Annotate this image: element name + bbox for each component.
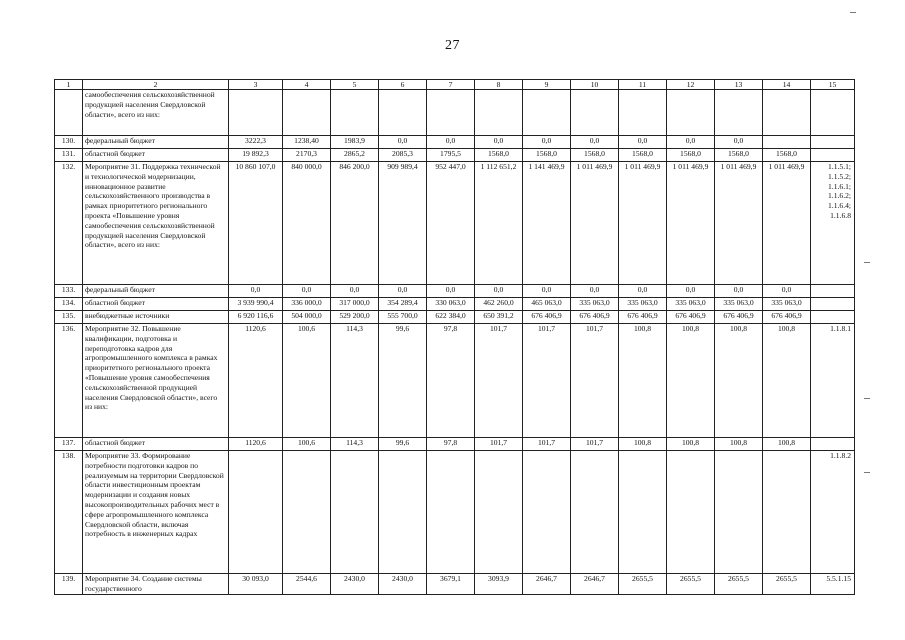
value-cell: 1 011 469,9: [715, 162, 763, 285]
value-cell: 99,6: [379, 438, 427, 451]
value-cell: 100,8: [667, 324, 715, 438]
target-code: [811, 438, 855, 451]
value-cell: [379, 90, 427, 136]
column-number-9: 9: [523, 80, 571, 90]
column-number-14: 14: [763, 80, 811, 90]
value-cell: [667, 451, 715, 574]
row-name: областной бюджет: [83, 298, 229, 311]
target-code: 1.1.5.1; 1.1.5.2; 1.1.6.1; 1.1.6.2; 1.1.6.4; 1.1.6.8: [811, 162, 855, 285]
table-row: [55, 311, 855, 324]
value-cell: 676 406,9: [571, 311, 619, 324]
value-cell: 336 000,0: [283, 298, 331, 311]
value-cell: 1983,9: [331, 136, 379, 149]
value-cell: 330 063,0: [427, 298, 475, 311]
row-name: федеральный бюджет: [83, 136, 229, 149]
value-cell: [283, 90, 331, 136]
row-name: областной бюджет: [83, 438, 229, 451]
value-cell: [763, 451, 811, 574]
value-cell: 0,0: [715, 285, 763, 298]
value-cell: 335 063,0: [619, 298, 667, 311]
value-cell: 0,0: [229, 285, 283, 298]
value-cell: 0,0: [619, 285, 667, 298]
value-cell: 0,0: [283, 285, 331, 298]
row-number: 139.: [55, 574, 83, 595]
row-number: 130.: [55, 136, 83, 149]
page-number: 27: [445, 38, 460, 53]
value-cell: 2430,0: [379, 574, 427, 595]
margin-mark: [864, 472, 870, 473]
value-cell: 0,0: [427, 136, 475, 149]
column-number-5: 5: [331, 80, 379, 90]
value-cell: 465 063,0: [523, 298, 571, 311]
value-cell: 101,7: [571, 438, 619, 451]
value-cell: 354 289,4: [379, 298, 427, 311]
value-cell: 100,6: [283, 438, 331, 451]
target-code: [811, 136, 855, 149]
row-number: 134.: [55, 298, 83, 311]
value-cell: [763, 136, 811, 149]
value-cell: 114,3: [331, 438, 379, 451]
value-cell: 2865,2: [331, 149, 379, 162]
value-cell: 99,6: [379, 324, 427, 438]
target-code: 1.1.8.2: [811, 451, 855, 574]
target-code: 1.1.8.1: [811, 324, 855, 438]
value-cell: 0,0: [475, 285, 523, 298]
value-cell: 3093,9: [475, 574, 523, 595]
value-cell: [619, 451, 667, 574]
value-cell: 1568,0: [715, 149, 763, 162]
row-number: 136.: [55, 324, 83, 438]
target-code: [811, 285, 855, 298]
value-cell: [523, 451, 571, 574]
value-cell: 2655,5: [715, 574, 763, 595]
column-number-1: 1: [55, 80, 83, 90]
value-cell: 1 141 469,9: [523, 162, 571, 285]
value-cell: 100,8: [667, 438, 715, 451]
column-number-header-row: [55, 80, 855, 90]
value-cell: [427, 451, 475, 574]
row-number: 138.: [55, 451, 83, 574]
value-cell: 0,0: [331, 285, 379, 298]
value-cell: 101,7: [523, 324, 571, 438]
row-name: Мероприятие 34. Создание системы государственного: [83, 574, 229, 595]
value-cell: 335 063,0: [571, 298, 619, 311]
value-cell: 101,7: [475, 324, 523, 438]
value-cell: [427, 90, 475, 136]
value-cell: 0,0: [715, 136, 763, 149]
value-cell: 100,8: [763, 324, 811, 438]
value-cell: [763, 90, 811, 136]
column-number-13: 13: [715, 80, 763, 90]
target-code: [811, 90, 855, 136]
value-cell: 335 063,0: [715, 298, 763, 311]
column-number-11: 11: [619, 80, 667, 90]
value-cell: [283, 451, 331, 574]
table-row: [55, 451, 855, 574]
value-cell: 650 391,2: [475, 311, 523, 324]
value-cell: 2170,3: [283, 149, 331, 162]
value-cell: 1 011 469,9: [667, 162, 715, 285]
value-cell: 2655,5: [619, 574, 667, 595]
value-cell: 1120,6: [229, 324, 283, 438]
table-row: [55, 136, 855, 149]
value-cell: 555 700,0: [379, 311, 427, 324]
value-cell: 0,0: [667, 285, 715, 298]
value-cell: 97,8: [427, 438, 475, 451]
value-cell: [475, 90, 523, 136]
value-cell: [523, 90, 571, 136]
value-cell: 622 384,0: [427, 311, 475, 324]
column-number-2: 2: [83, 80, 229, 90]
value-cell: 676 406,9: [763, 311, 811, 324]
table-row: [55, 149, 855, 162]
value-cell: 100,8: [619, 438, 667, 451]
value-cell: [619, 90, 667, 136]
value-cell: [571, 451, 619, 574]
target-code: 5.5.1.15: [811, 574, 855, 595]
value-cell: 846 200,0: [331, 162, 379, 285]
value-cell: 1568,0: [523, 149, 571, 162]
value-cell: 3679,1: [427, 574, 475, 595]
value-cell: 2655,5: [667, 574, 715, 595]
value-cell: [667, 90, 715, 136]
table-row: [55, 162, 855, 285]
value-cell: 676 406,9: [715, 311, 763, 324]
value-cell: 3222,3: [229, 136, 283, 149]
row-name: областной бюджет: [83, 149, 229, 162]
value-cell: 0,0: [379, 285, 427, 298]
value-cell: 676 406,9: [523, 311, 571, 324]
row-number: 135.: [55, 311, 83, 324]
value-cell: 1 011 469,9: [571, 162, 619, 285]
value-cell: 100,6: [283, 324, 331, 438]
value-cell: 1 011 469,9: [763, 162, 811, 285]
value-cell: 3 939 990,4: [229, 298, 283, 311]
value-cell: [229, 90, 283, 136]
value-cell: 100,8: [715, 438, 763, 451]
value-cell: 335 063,0: [667, 298, 715, 311]
value-cell: 30 093,0: [229, 574, 283, 595]
value-cell: 1568,0: [619, 149, 667, 162]
value-cell: [331, 90, 379, 136]
table-row: [55, 298, 855, 311]
value-cell: 0,0: [667, 136, 715, 149]
row-number: 132.: [55, 162, 83, 285]
column-number-12: 12: [667, 80, 715, 90]
column-number-15: 15: [811, 80, 855, 90]
value-cell: 0,0: [475, 136, 523, 149]
margin-mark: [864, 398, 870, 399]
value-cell: 317 000,0: [331, 298, 379, 311]
value-cell: 2646,7: [571, 574, 619, 595]
target-code: [811, 149, 855, 162]
value-cell: 6 920 116,6: [229, 311, 283, 324]
row-name: внебюджетные источники: [83, 311, 229, 324]
value-cell: 676 406,9: [667, 311, 715, 324]
value-cell: 100,8: [763, 438, 811, 451]
value-cell: 909 989,4: [379, 162, 427, 285]
value-cell: 1795,5: [427, 149, 475, 162]
value-cell: 97,8: [427, 324, 475, 438]
value-cell: [571, 90, 619, 136]
row-number: 131.: [55, 149, 83, 162]
value-cell: 0,0: [427, 285, 475, 298]
value-cell: 19 892,3: [229, 149, 283, 162]
value-cell: 0,0: [523, 136, 571, 149]
table-row: [55, 438, 855, 451]
budget-table: [54, 79, 855, 595]
value-cell: 1568,0: [475, 149, 523, 162]
row-name: Мероприятие 32. Повышение квалификации, подготовка и переподготовка кадров для агропромышленного комплекса в рамках приоритетного регионального проекта «Повышение уровня самообеспечения сельскохозяйственной продукцией населения Свердловской области», всего из них:: [83, 324, 229, 438]
value-cell: [715, 90, 763, 136]
value-cell: 1568,0: [763, 149, 811, 162]
value-cell: 1568,0: [667, 149, 715, 162]
table-row: [55, 324, 855, 438]
margin-mark: [864, 262, 870, 263]
value-cell: 2544,6: [283, 574, 331, 595]
value-cell: 101,7: [571, 324, 619, 438]
value-cell: 1568,0: [571, 149, 619, 162]
value-cell: [331, 451, 379, 574]
value-cell: 101,7: [475, 438, 523, 451]
value-cell: 335 063,0: [763, 298, 811, 311]
value-cell: 1120,6: [229, 438, 283, 451]
target-code: [811, 298, 855, 311]
value-cell: 1 112 651,2: [475, 162, 523, 285]
value-cell: 0,0: [379, 136, 427, 149]
value-cell: 0,0: [763, 285, 811, 298]
value-cell: 952 447,0: [427, 162, 475, 285]
row-number: 133.: [55, 285, 83, 298]
column-number-8: 8: [475, 80, 523, 90]
value-cell: 10 860 107,0: [229, 162, 283, 285]
table-row: [55, 574, 855, 595]
value-cell: 462 260,0: [475, 298, 523, 311]
value-cell: 0,0: [571, 136, 619, 149]
value-cell: [715, 451, 763, 574]
value-cell: [229, 451, 283, 574]
target-code: [811, 311, 855, 324]
column-number-7: 7: [427, 80, 475, 90]
value-cell: 504 000,0: [283, 311, 331, 324]
value-cell: 0,0: [571, 285, 619, 298]
value-cell: 840 000,0: [283, 162, 331, 285]
value-cell: 2085,3: [379, 149, 427, 162]
column-number-3: 3: [229, 80, 283, 90]
corner-mark: [850, 12, 856, 13]
row-name: самообеспечения сельскохозяйственной продукцией населения Свердловской области», всего из них:: [83, 90, 229, 136]
column-number-10: 10: [571, 80, 619, 90]
column-number-4: 4: [283, 80, 331, 90]
value-cell: 529 200,0: [331, 311, 379, 324]
row-name: федеральный бюджет: [83, 285, 229, 298]
value-cell: 676 406,9: [619, 311, 667, 324]
value-cell: 2646,7: [523, 574, 571, 595]
value-cell: [379, 451, 427, 574]
row-name: Мероприятие 33. Формирование потребности подготовки кадров по реализуемым на территории Свердловской области инвестиционным проектам модернизации и создания новых высокопроизводительных рабочих мест в сфере агропромышленного комплекса Свердловской области, включая потребность в инженерных кадрах: [83, 451, 229, 574]
row-number: 137.: [55, 438, 83, 451]
row-name: Мероприятие 31. Поддержка технической и технологической модернизации, инновационное развитие сельскохозяйственного производства в рамках приоритетного регионального проекта «Повышение уровня самообеспечения сельскохозяйственной продукцией населения Свердловской области», всего из них:: [83, 162, 229, 285]
value-cell: 100,8: [619, 324, 667, 438]
row-number: [55, 90, 83, 136]
column-number-6: 6: [379, 80, 427, 90]
value-cell: 0,0: [523, 285, 571, 298]
table-row: [55, 90, 855, 136]
value-cell: 2655,5: [763, 574, 811, 595]
value-cell: 114,3: [331, 324, 379, 438]
table-row: [55, 285, 855, 298]
value-cell: [475, 451, 523, 574]
value-cell: 100,8: [715, 324, 763, 438]
value-cell: 1238,40: [283, 136, 331, 149]
value-cell: 101,7: [523, 438, 571, 451]
value-cell: 0,0: [619, 136, 667, 149]
value-cell: 1 011 469,9: [619, 162, 667, 285]
value-cell: 2430,0: [331, 574, 379, 595]
